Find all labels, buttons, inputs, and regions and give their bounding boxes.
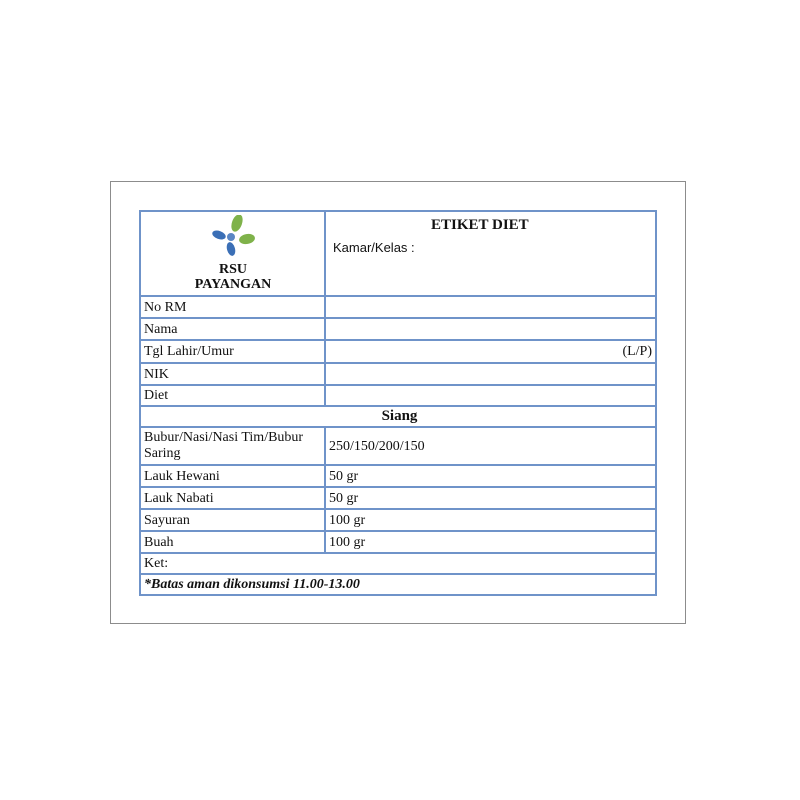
flower-logo-icon xyxy=(207,215,255,257)
field-value-no-rm xyxy=(326,297,654,317)
field-label-diet: Diet xyxy=(144,388,169,403)
field-label-nama: Nama xyxy=(144,321,178,337)
meal-value-buah: 100 gr xyxy=(329,534,366,550)
hospital-name-line1: RSU xyxy=(218,262,247,277)
consumption-note: *Batas aman dikonsumsi 11.00-13.00 xyxy=(144,577,360,592)
ket-label: Ket: xyxy=(144,556,169,571)
field-value-diet xyxy=(326,386,654,405)
meal-label-buah: Buah xyxy=(144,534,174,550)
field-value-nik xyxy=(326,364,654,384)
field-label-nik: NIK xyxy=(144,366,169,382)
field-value-gender: (L/P) xyxy=(622,344,652,359)
hospital-name-line2: PAYANGAN xyxy=(194,277,272,292)
hospital-name xyxy=(143,262,323,292)
field-label-tgl-lahir: Tgl Lahir/Umur xyxy=(144,344,234,359)
meal-value-sayuran: 100 gr xyxy=(329,512,366,528)
field-value-nama xyxy=(326,319,654,339)
meal-label-sayuran: Sayuran xyxy=(144,512,190,528)
label-title: ETIKET DIET xyxy=(431,217,529,233)
diet-label-table xyxy=(139,210,657,596)
meal-section-title: Siang xyxy=(381,408,418,424)
meal-label-lauk-nabati: Lauk Nabati xyxy=(144,490,214,506)
meal-value-carbohydrate: 250/150/200/150 xyxy=(329,438,425,454)
kamar-kelas-label: Kamar/Kelas : xyxy=(333,240,415,255)
meal-value-lauk-nabati: 50 gr xyxy=(329,490,359,506)
meal-label-carbohydrate: Bubur/Nasi/Nasi Tim/Bubur Saring xyxy=(144,430,304,461)
field-label-no-rm: No RM xyxy=(144,299,187,315)
meal-label-lauk-hewani: Lauk Hewani xyxy=(144,468,220,484)
meal-value-lauk-hewani: 50 gr xyxy=(329,468,359,484)
